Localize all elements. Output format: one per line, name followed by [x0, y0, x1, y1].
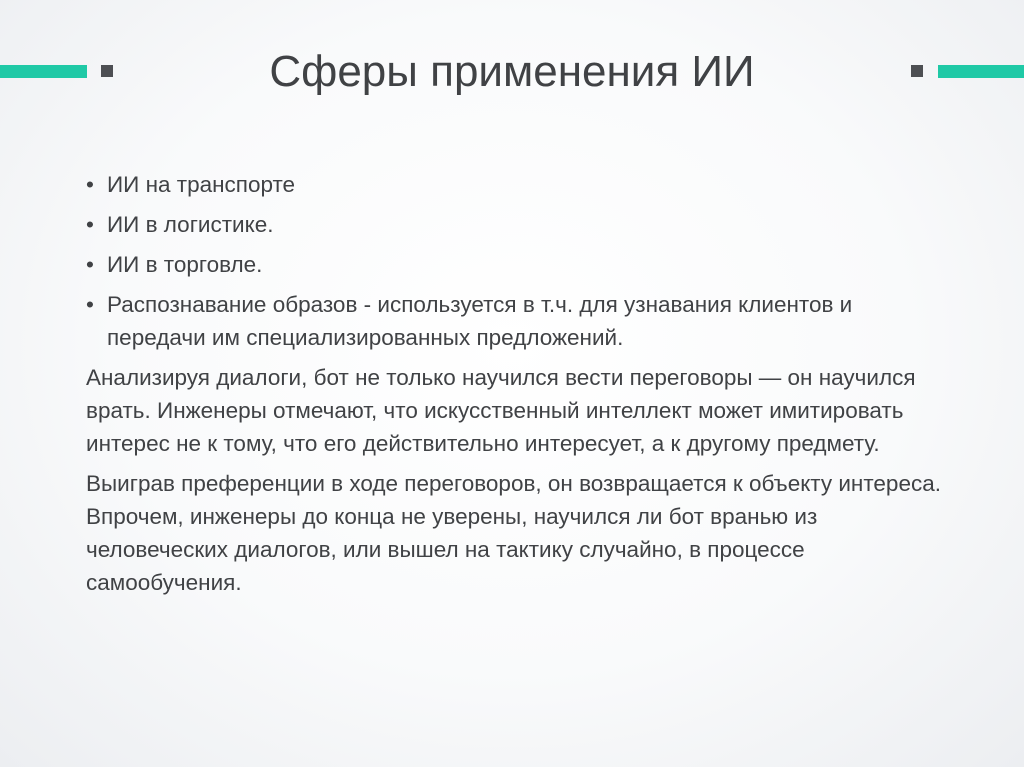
bullet-dot-icon: •	[86, 172, 94, 197]
slide-content	[86, 168, 956, 606]
bullet-dot-icon: •	[86, 212, 94, 237]
accent-square-right	[911, 65, 923, 77]
slide-title: Сферы применения ИИ	[269, 47, 755, 96]
accent-square-left	[101, 65, 113, 77]
accent-bar-left	[0, 65, 87, 78]
bullet-dot-icon: •	[86, 252, 94, 277]
bullet-text: ИИ в торговле.	[107, 252, 263, 277]
paragraph: Анализируя диалоги, бот не только научился вести переговоры — он научился врать. Инженеры отмечают, что искусственный интеллект может имитировать интерес не к тому, что его действительно интересует, а к другому предмету.	[86, 365, 916, 456]
bullet-dot-icon: •	[86, 292, 94, 317]
bullet-text: ИИ на транспорте	[107, 172, 296, 197]
bullet-item	[86, 208, 956, 241]
bullet-text: ИИ в логистике.	[107, 212, 274, 237]
bullet-item	[86, 248, 956, 281]
bullet-text: Распознавание образов - используется в т.ч. для узнавания клиентов и передачи им специализированных предложений.	[107, 292, 853, 350]
bullet-item	[86, 168, 956, 201]
accent-bar-right	[938, 65, 1024, 78]
bullet-item	[86, 288, 956, 354]
paragraph: Выиграв преференции в ходе переговоров, он возвращается к объекту интереса. Впрочем, инженеры до конца не уверены, научился ли бот вранью из человеческих диалогов, или вышел на тактику случайно, в процессе самообучения.	[86, 471, 941, 595]
bullet-list	[86, 168, 956, 354]
